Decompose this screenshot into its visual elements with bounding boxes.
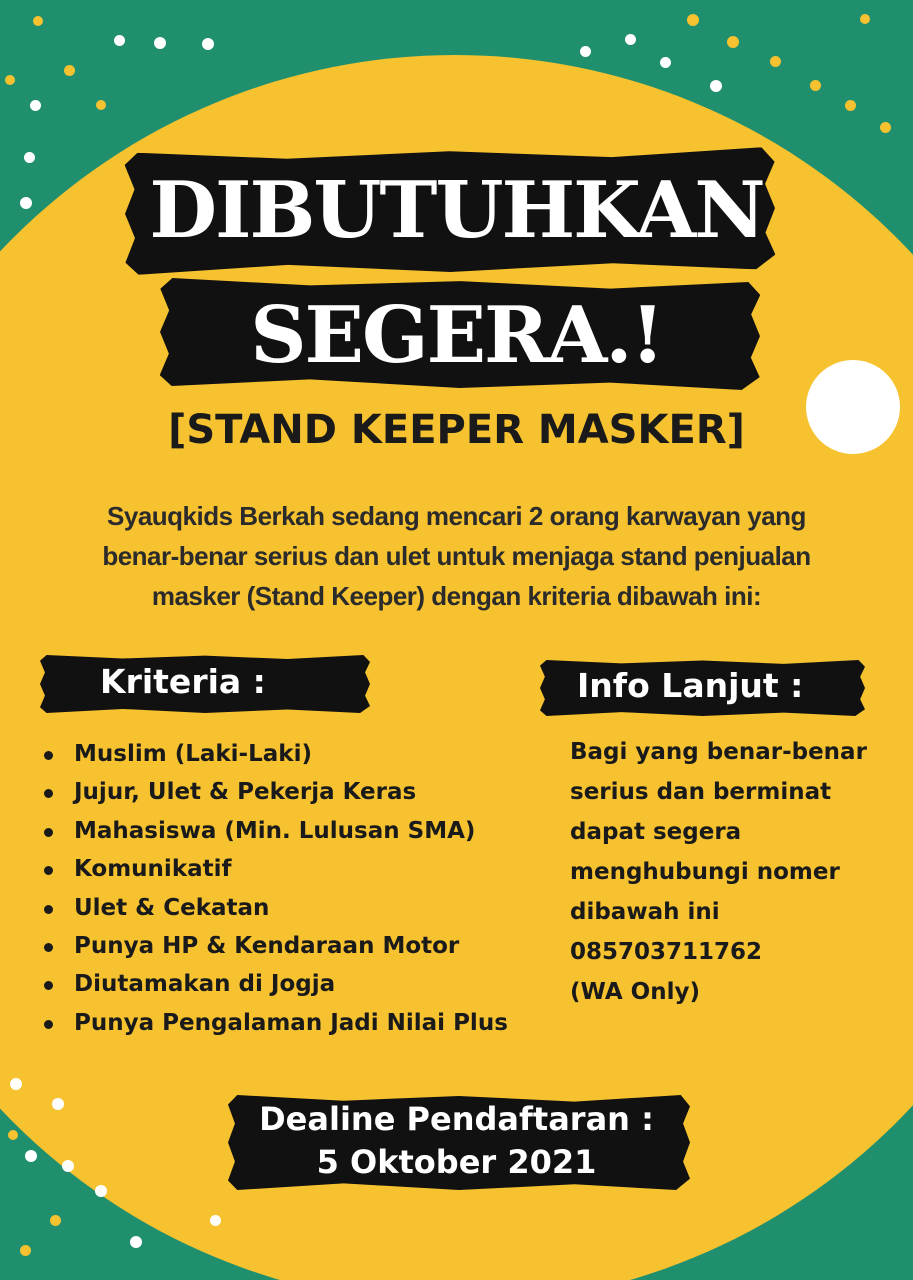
decorative-dot [5, 75, 15, 85]
decorative-dot [810, 80, 821, 91]
decorative-dot [845, 100, 856, 111]
criteria-item: Komunikatif [42, 850, 508, 888]
decorative-dot [727, 36, 739, 48]
decorative-dot [660, 57, 671, 68]
criteria-item: Mahasiswa (Min. Lulusan SMA) [42, 812, 508, 850]
criteria-item: Jujur, Ulet & Pekerja Keras [42, 773, 508, 811]
deadline-label: Dealine Pendaftaran : [259, 1100, 654, 1138]
decorative-dot [10, 1078, 22, 1090]
decorative-dot [95, 1185, 107, 1197]
criteria-item: Ulet & Cekatan [42, 889, 508, 927]
decorative-dot [96, 100, 106, 110]
decorative-dot [710, 80, 722, 92]
intro-paragraph [80, 496, 833, 616]
decorative-dot [687, 14, 699, 26]
info-line: menghubungi nomer [570, 859, 840, 885]
decorative-dot [880, 122, 891, 133]
decorative-dot [210, 1215, 221, 1226]
intro-line: benar-benar serius dan ulet untuk menjaga stand penjualan [102, 541, 811, 571]
decorative-dot [130, 1236, 142, 1248]
decorative-dot [30, 100, 41, 111]
intro-line: masker (Stand Keeper) dengan kriteria dibawah ini: [151, 581, 762, 611]
decorative-dot [860, 14, 870, 24]
decorative-dot [580, 46, 591, 57]
decorative-dot [202, 38, 214, 50]
position-title: [STAND KEEPER MASKER] [168, 407, 745, 453]
decorative-dot [33, 16, 43, 26]
criteria-item: Muslim (Laki-Laki) [42, 735, 508, 773]
decorative-dot [140, 1200, 151, 1211]
info-line: 085703711762 [570, 939, 763, 965]
decorative-dot [20, 1245, 31, 1256]
decorative-dot [625, 34, 636, 45]
criteria-item: Punya HP & Kendaraan Motor [42, 927, 508, 965]
decorative-dot [24, 152, 35, 163]
headline-line-1: DIBUTUHKAN [149, 165, 764, 256]
headline-line-2: SEGERA.! [250, 290, 663, 381]
decorative-dot [64, 65, 75, 76]
criteria-item: Diutamakan di Jogja [42, 965, 508, 1003]
criteria-list [42, 735, 508, 1042]
criteria-item: Punya Pengalaman Jadi Nilai Plus [42, 1004, 508, 1042]
decorative-dot [50, 1215, 61, 1226]
decorative-dot [154, 37, 166, 49]
info-label: Info Lanjut : [577, 666, 804, 705]
info-line: dibawah ini [570, 899, 720, 925]
info-line: Bagi yang benar-benar [570, 739, 867, 765]
info-line: serius dan berminat [570, 779, 832, 805]
info-line: (WA Only) [570, 979, 700, 1005]
info-text [570, 732, 900, 1012]
info-line: dapat segera [570, 819, 742, 845]
intro-line: Syauqkids Berkah sedang mencari 2 orang karwayan yang [107, 501, 806, 531]
decorative-dot [770, 56, 781, 67]
deadline-date: 5 Oktober 2021 [316, 1143, 597, 1181]
decorative-dot [114, 35, 125, 46]
criteria-label: Kriteria : [100, 662, 266, 701]
